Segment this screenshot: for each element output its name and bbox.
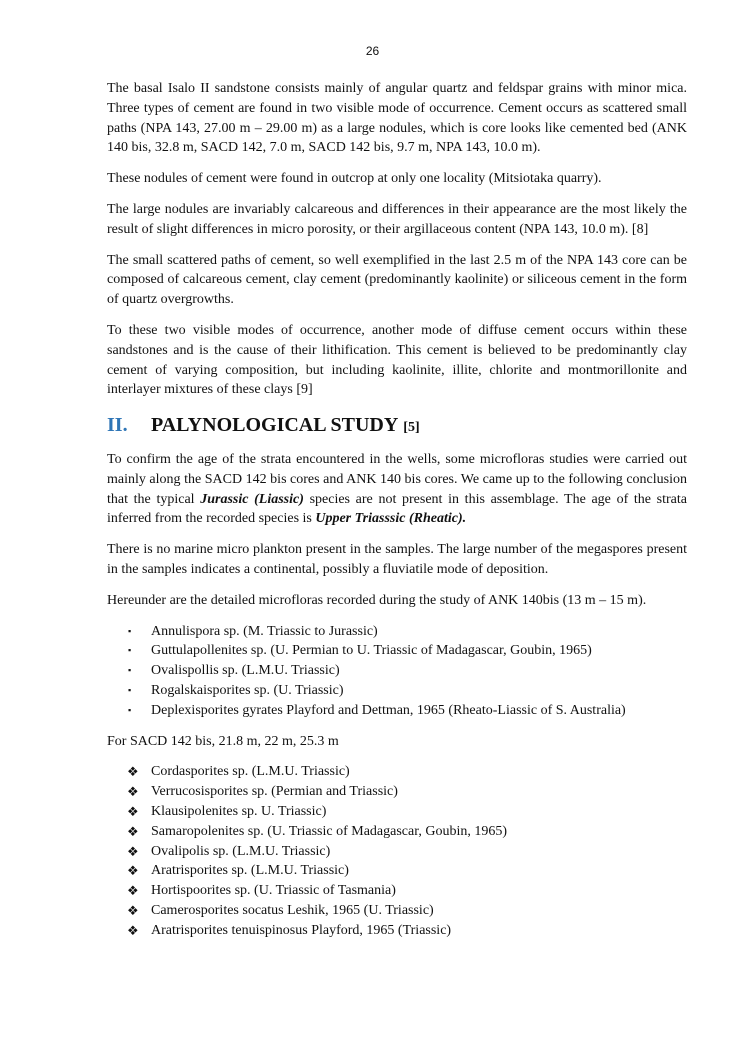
square-bullet-icon: ▪ — [128, 645, 132, 656]
paragraph-marine-plankton: There is no marine micro plankton present in the samples. The large number of the megaspores present in the samples indicates a continental, possibly a fluviatile mode of deposition. — [107, 542, 687, 577]
section-title: PALYNOLOGICAL STUDY — [151, 414, 399, 437]
square-bullet-icon: ▪ — [128, 684, 132, 695]
page-number: 26 — [365, 44, 380, 58]
diamond-bullet-icon: ❖ — [127, 883, 139, 899]
list-item: ❖ Verrucosisporites sp. (Permian and Triassic) — [107, 782, 687, 802]
diamond-bullet-icon: ❖ — [127, 843, 139, 859]
paragraph-age-conclusion — [107, 450, 687, 529]
paragraph-large-nodules: The large nodules are invariably calcareous and differences in their appearance are the most likely the result of slight differences in micro porosity, or their argillaceous content (NPA 143, 10.0 m). [8] — [107, 201, 687, 237]
diamond-bullet-icon: ❖ — [127, 784, 139, 800]
age-emphasis-jurassic: Jurassic (Liassic) — [200, 491, 304, 507]
list-item: ❖ Camerosporites socatus Leshik, 1965 (U. Triassic) — [107, 901, 687, 921]
list-item: ❖ Klausipolenites sp. U. Triassic) — [107, 802, 687, 822]
list-item: ▪ Rogalskaisporites sp. (U. Triassic) — [107, 681, 687, 701]
list-item: ▪ Annulispora sp. (M. Triassic to Jurassic) — [107, 622, 687, 642]
paragraph-nodules-outcrop: These nodules of cement were found in outcrop at only one locality (Mitsiotaka quarry). — [107, 171, 602, 187]
diamond-bullet-icon: ❖ — [127, 922, 139, 938]
square-bullet-icon: ▪ — [128, 665, 132, 676]
paragraph-diffuse-cement: To these two visible modes of occurrence, another mode of diffuse cement occurs within these sandstones and is the cause of their lithification. This cement is believed to be predominantly clay cement of varying composition, but including kaolinite, illite, chlorite and montmorillonite and interlayer mixtures of these clays [9] — [107, 322, 687, 398]
list-item: ❖ Samaropolenites sp. (U. Triassic of Madagascar, Goubin, 1965) — [107, 822, 687, 842]
list-item: ❖ Aratrisporites sp. (L.M.U. Triassic) — [107, 861, 687, 881]
sacd-microflora-list — [107, 762, 687, 940]
list-item: ❖ Cordasporites sp. (L.M.U. Triassic) — [107, 762, 687, 782]
section-heading — [107, 416, 687, 438]
paragraph-ank-intro: Hereunder are the detailed microfloras recorded during the study of ANK 140bis (13 m – 15 m). — [107, 592, 647, 608]
list-item: ▪ Guttulapollenites sp. (U. Permian to U. Triassic of Madagascar, Goubin, 1965) — [107, 641, 687, 661]
age-text-2: species are not present in this assemblage. The age of the strata inferred from the recorded species is — [107, 491, 687, 527]
page-content — [107, 79, 687, 951]
list-item: ❖ Hortispoorites sp. (U. Triassic of Tasmania) — [107, 881, 687, 901]
square-bullet-icon: ▪ — [128, 704, 132, 715]
list-item: ❖ Aratrisporites tenuispinosus Playford, 1965 (Triassic) — [107, 921, 687, 941]
age-emphasis-triassic: Upper Triasssic (Rheatic). — [315, 511, 467, 527]
list-item: ❖ Ovalipolis sp. (L.M.U. Triassic) — [107, 842, 687, 862]
paragraph-scattered-paths: The small scattered paths of cement, so well exemplified in the last 2.5 m of the NPA 143 core can be composed of calcareous cement, clay cement (predominantly kaolinite) or siliceous cement in the form of quartz overgrowths. — [107, 252, 687, 308]
diamond-bullet-icon: ❖ — [127, 823, 139, 839]
section-number: II. — [107, 414, 128, 437]
section-reference: [5] — [403, 420, 420, 436]
diamond-bullet-icon: ❖ — [127, 902, 139, 918]
list-item: ▪ Deplexisporites gyrates Playford and Dettman, 1965 (Rheato-Liassic of S. Australia) — [107, 701, 687, 721]
diamond-bullet-icon: ❖ — [127, 863, 139, 879]
diamond-bullet-icon: ❖ — [127, 803, 139, 819]
square-bullet-icon: ▪ — [128, 625, 132, 636]
paragraph-sacd-intro: For SACD 142 bis, 21.8 m, 22 m, 25.3 m — [107, 733, 339, 749]
list-item: ▪ Ovalispollis sp. (L.M.U. Triassic) — [107, 661, 687, 681]
age-text-1: To confirm the age of the strata encountered in the wells, some microfloras studies were carried out mainly along the SACD 142 bis cores and ANK 140 bis cores. We came up to the following conclusion that the typical — [107, 451, 687, 507]
paragraph-isalo-sandstone: The basal Isalo II sandstone consists mainly of angular quartz and feldspar grains with minor mica. Three types of cement are found in two visible mode of occurrence. Cement occurs as scattered small paths (NPA 143, 27.00 m – 29.00 m) as a large nodules, which is core looks like cemented bed (ANK 140 bis, 32.8 m, SACD 142, 7.0 m, SACD 142 bis, 9.7 m, NPA 143, 10.0 m). — [107, 81, 687, 156]
diamond-bullet-icon: ❖ — [127, 764, 139, 780]
ank-microflora-list — [107, 622, 687, 721]
